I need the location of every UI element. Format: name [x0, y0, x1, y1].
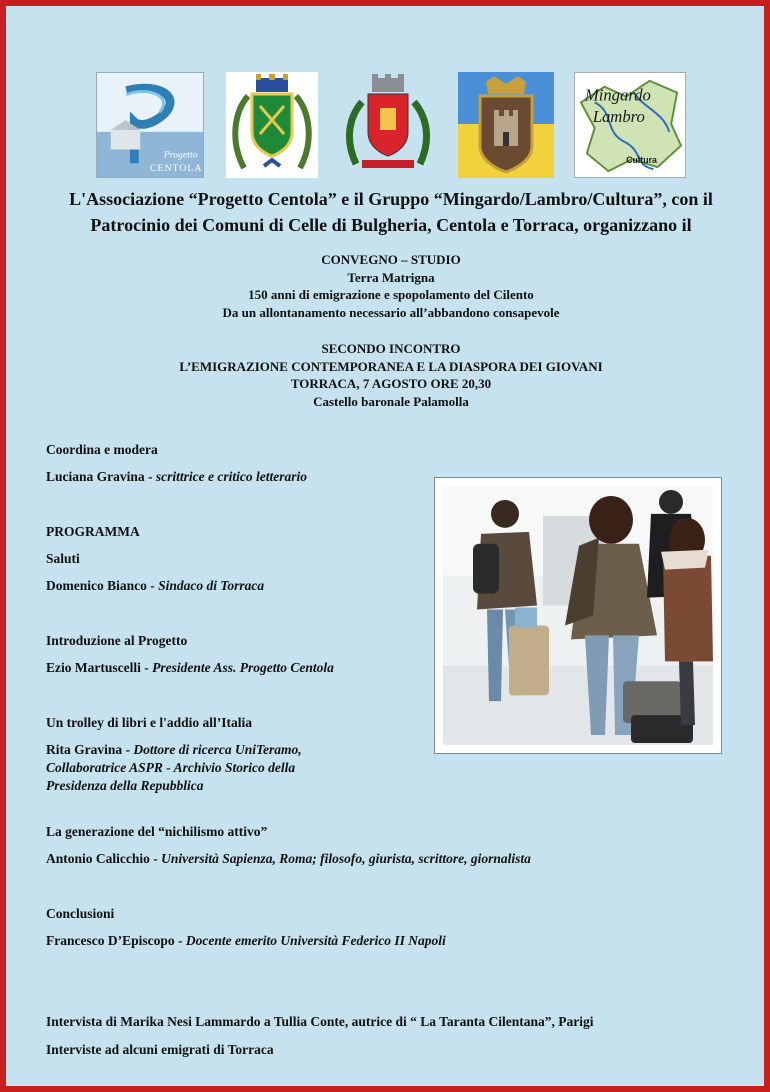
- footer-line-2: Interviste ad alcuni emigrati di Torraca: [46, 1042, 274, 1057]
- incontro-place: Castello baronale Palamolla: [313, 393, 469, 409]
- generazione-label: La generazione del “nichilismo attivo”: [46, 824, 268, 839]
- intro-paragraph: [36, 186, 746, 238]
- saluti-name: Domenico Bianco: [46, 578, 147, 593]
- conclusioni-entry: [46, 932, 446, 950]
- celle-coat-of-arms-icon: [226, 72, 318, 178]
- introduzione-entry: [46, 659, 334, 677]
- generazione-entry: [46, 850, 531, 868]
- separator: -: [149, 851, 162, 866]
- incontro-heading: SECONDO INCONTRO: [321, 341, 461, 356]
- introduzione-role: Presidente Ass. Progetto Centola: [152, 660, 334, 675]
- separator: -: [146, 578, 159, 593]
- logo-row: [96, 72, 696, 182]
- trolley-name: Rita Gravina: [46, 742, 123, 757]
- incontro-date: TORRACA, 7 AGOSTO ORE 20,30: [290, 376, 492, 391]
- lambro-logo-title: Lambro: [592, 107, 645, 127]
- incontro-title: L’EMIGRAZIONE CONTEMPORANEA E LA DIASPORA DEI GIOVANI: [179, 358, 603, 374]
- emigrants-photo: [434, 477, 722, 754]
- programma-heading: PROGRAMMA: [46, 524, 140, 539]
- intro-line-2: Patrocinio dei Comuni di Celle di Bulgheria, Centola e Torraca, organizzano il: [90, 215, 692, 235]
- separator: -: [144, 469, 156, 484]
- torraca-coat-of-arms-icon: [458, 72, 554, 178]
- intro-line-1: L'Associazione “Progetto Centola” e il Gruppo “Mingardo/Lambro/Cultura”, con il: [69, 189, 713, 209]
- generazione-name: Antonio Calicchio: [46, 851, 150, 866]
- incontro-block: [36, 340, 746, 410]
- convegno-title: Terra Matrigna: [347, 269, 435, 285]
- conclusioni-role: Docente emerito Università Federico II Napoli: [185, 933, 446, 948]
- trolley-role-1: Dottore di ricerca UniTeramo,: [133, 742, 302, 757]
- saluti-entry: [46, 577, 264, 595]
- mingardo-logo-title: Mingardo: [584, 85, 651, 105]
- trolley-entry: [46, 741, 346, 795]
- mingardo-lambro-logo: [574, 72, 686, 178]
- conclusioni-name: Francesco D’Episcopo: [46, 933, 175, 948]
- coordina-name: Luciana Gravina: [46, 469, 145, 484]
- trolley-role-3: Presidenza della Repubblica: [46, 778, 204, 793]
- convegno-tagline: Da un allontanamento necessario all’abbandono consapevole: [222, 304, 560, 320]
- coordina-label: Coordina e modera: [46, 442, 158, 457]
- convegno-heading: CONVEGNO – STUDIO: [321, 252, 461, 267]
- centola-coat-of-arms-icon: [342, 72, 434, 178]
- separator: -: [140, 660, 153, 675]
- convegno-subtitle: 150 anni di emigrazione e spopolamento del Cilento: [248, 287, 534, 302]
- trolley-role-2: Collaboratrice ASPR - Archivio Storico della: [46, 760, 296, 775]
- generazione-role: Università Sapienza, Roma; filosofo, giurista, scrittore, giornalista: [161, 851, 531, 866]
- convegno-block: [36, 251, 746, 321]
- saluti-label: Saluti: [46, 551, 80, 566]
- coordina-entry: [46, 468, 307, 486]
- introduzione-label: Introduzione al Progetto: [46, 633, 188, 648]
- cultura-logo-subtitle: Cultura: [626, 155, 657, 166]
- separator: -: [122, 742, 134, 757]
- coordina-role: scrittrice e critico letterario: [155, 469, 307, 484]
- progetto-logo-text: Progetto: [163, 149, 198, 161]
- trolley-label: Un trolley di libri e l'addio all’Italia: [46, 715, 253, 730]
- svg-text:CENTOLA: CENTOLA: [150, 163, 203, 175]
- saluti-role: Sindaco di Torraca: [158, 578, 265, 593]
- conclusioni-label: Conclusioni: [46, 906, 115, 921]
- footer-line-1: Intervista di Marika Nesi Lammardo a Tullia Conte, autrice di “ La Taranta Cilentana”, Parigi: [46, 1014, 594, 1029]
- introduzione-name: Ezio Martuscelli: [46, 660, 141, 675]
- progetto-centola-logo: [96, 72, 204, 178]
- separator: -: [174, 933, 186, 948]
